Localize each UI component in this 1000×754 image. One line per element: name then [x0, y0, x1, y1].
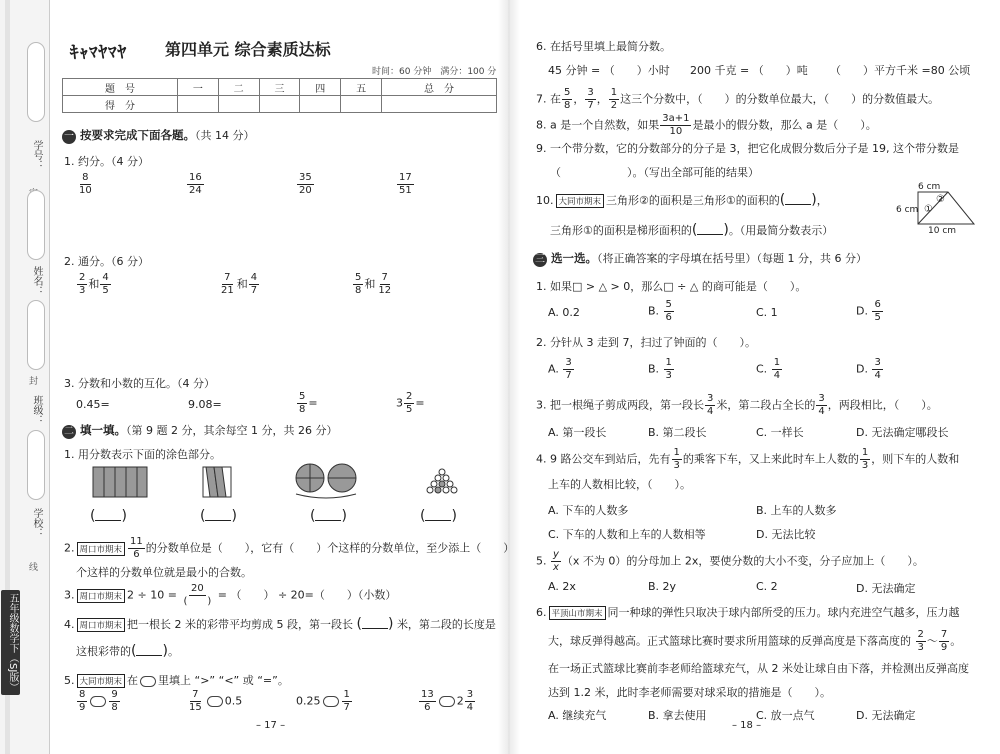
c2-opt-d[interactable]: D. $\frac{3}{4}$ — [856, 357, 881, 381]
fraction-35-20: $\frac{35}{20}$ — [299, 172, 312, 196]
c5-opt-d[interactable]: D. 无法确定 — [856, 582, 916, 595]
fraction-8-10: $\frac{8}{10}$ — [79, 172, 92, 196]
score-cell[interactable] — [381, 96, 496, 113]
compare-1: $\frac{8}{9}$ $\frac{9}{8}$ — [79, 689, 118, 713]
c1-opt-a[interactable]: A. 0.2 — [548, 306, 580, 319]
answer-blank[interactable]: ( ) — [310, 508, 347, 524]
section-number: 一 — [64, 131, 74, 142]
c3-opt-b[interactable]: B. 第二段长 — [648, 426, 707, 439]
fig-bottom-label: 10 cm — [928, 226, 957, 236]
score-header-cell: 五 — [341, 79, 382, 96]
c5-opt-a[interactable]: A. 2x — [548, 580, 576, 593]
dot-triangle-figure — [420, 468, 464, 498]
r-q6-b: 200 千克 = （ ）吨 — [690, 64, 808, 77]
c6-opt-c[interactable]: C. 放一点气 — [756, 709, 815, 722]
section-3-heading — [533, 250, 867, 267]
compare-oval[interactable] — [323, 696, 339, 707]
pair-7-21-4-7: $\frac{7}{21}$ 和 $\frac{4}{7}$ — [221, 272, 258, 296]
answer-blank[interactable]: ( ) — [420, 508, 457, 524]
s2-q2: 2. 周口市期末 $\frac{11}{6}$ 的分数单位是（ ），它有（ ）个这样的分数单位，至少添上（ ） — [64, 536, 515, 560]
s2-q5: 5. 大同市期末 在 里填上 “>” “<” 或 “=”。 — [64, 674, 289, 687]
r-q8: 8. a 是一个自然数，如果 $\frac{3a+1}{10}$ 是最小的假分数，那么 a 是（ ）。 — [536, 113, 877, 137]
s2-q3: 3. 周口市期末 2 ÷ 10 = $\frac{20}{( )}$ = （ ） ÷ 20=（ ）（小数） — [64, 583, 397, 607]
convert-3-2-5: 3 $\frac{2}{5}$ = — [396, 391, 425, 415]
fig-left-label: 6 cm — [896, 205, 919, 215]
c1-opt-b[interactable]: B. $\frac{5}{6}$ — [648, 299, 672, 323]
c1-opt-c[interactable]: C. 1 — [756, 306, 778, 319]
s2-q1-label: 1. 用分数表示下面的涂色部分。 — [64, 448, 221, 461]
seal-mark: 线 — [29, 563, 39, 573]
c1-question: 1. 如果□ > △ > 0，那么□ ÷ △ 的商可能是（ ）。 — [536, 280, 807, 293]
s2-q4-line2: 这根彩带的( )。 — [76, 643, 179, 659]
page-title: 第四单元 综合素质达标 — [165, 40, 331, 59]
fig-region-1: ① — [924, 204, 933, 215]
r-q10-line2: 三角形①的面积是梯形面积的( )。（用最简分数表示） — [550, 222, 834, 238]
r-q9-line2: （ ）。（写出全部可能的结果） — [550, 166, 759, 179]
fig-region-2: ② — [936, 194, 945, 205]
score-header-cell: 总 分 — [381, 79, 496, 96]
r-q7: 7. 在 $\frac{5}{8}$ ， $\frac{3}{7}$ ， $\frac{1}{2}$ 这三个分数中，（ ）的分数单位最大，（ ）的分数值最大。 — [536, 87, 940, 111]
c1-opt-d[interactable]: D. $\frac{6}{5}$ — [856, 299, 881, 323]
answer-blank[interactable]: ( ) — [200, 508, 237, 524]
answer-blank[interactable]: ( ) — [90, 508, 127, 524]
school-label: 学校： — [31, 508, 42, 538]
score-header-cell: 二 — [218, 79, 259, 96]
r-q6-a: 45 分钟 = （ ）小时 — [548, 64, 670, 77]
c6-line4: 达到 1.2 米，此时李老师需要对球采取的措施是（ ）。 — [548, 686, 831, 699]
c3-opt-d[interactable]: D. 无法确定哪段长 — [856, 426, 949, 439]
score-cell[interactable] — [259, 96, 300, 113]
time-score-info: 时间：60 分钟 满分：100 分 — [372, 67, 497, 77]
class-label: 班级： — [31, 395, 42, 425]
convert-045: 0.45= — [76, 398, 110, 411]
score-header-cell: 四 — [300, 79, 341, 96]
c6-opt-d[interactable]: D. 无法确定 — [856, 709, 916, 722]
c4-opt-c[interactable]: C. 下车的人数和上车的人数相等 — [548, 528, 706, 541]
section-score: （第 9 题 2 分，其余每空 1 分，共 26 分） — [126, 424, 338, 437]
r-q9: 9. 一个带分数，它的分数部分的分子是 3，把它化成假分数后分子是 19, 这个带分数是 — [536, 142, 959, 155]
school-box — [27, 430, 45, 500]
section-title: 选一选。 — [551, 251, 597, 265]
page-number-left: – 17 – — [256, 720, 286, 731]
score-header-cell: 三 — [259, 79, 300, 96]
r-q6-label: 6. 在括号里填上最简分数。 — [536, 40, 671, 53]
c5-opt-c[interactable]: C. 2 — [756, 580, 778, 593]
score-table — [62, 78, 497, 113]
c4-question: 4. 9 路公交车到站后，先有 $\frac{1}{3}$ 的乘客下车，又上来此时车上人数的 $\frac{1}{3}$ ，则下车的人数和 — [536, 447, 960, 471]
name-box — [27, 190, 45, 260]
class-box — [27, 300, 45, 370]
section-title: 填一填。 — [80, 423, 126, 437]
score-cell[interactable] — [218, 96, 259, 113]
compare-3: 0.25 $\frac{1}{7}$ — [296, 689, 350, 713]
score-cell[interactable] — [177, 96, 218, 113]
c6-line2: 大，球反弹得越高。正式篮球比赛时要求所用篮球的反弹高度是下落高度的 $\frac{2}{3}$ ～ $\frac{7}{9}$ 。 — [548, 629, 962, 653]
score-row-label: 得 分 — [63, 96, 178, 113]
compare-oval[interactable] — [90, 696, 106, 707]
r-q6-c: （ ）平方千米 =80 公顷 — [830, 64, 971, 77]
page-number-right: – 18 – — [732, 720, 762, 731]
c4-line2: 上车的人数相比较，（ ）。 — [548, 478, 691, 491]
section-number: 三 — [535, 254, 545, 265]
c4-opt-a[interactable]: A. 下车的人数多 — [548, 504, 629, 517]
q3-label: 3. 分数和小数的互化。（4 分） — [64, 377, 215, 390]
fig-top-label: 6 cm — [918, 182, 941, 192]
q1-label: 1. 约分。（4 分） — [64, 155, 149, 168]
c6-question: 6. 平顶山市期末 同一种球的弹性只取决于球内部所受的压力。球内充进空气越多，压力越 — [536, 606, 960, 619]
c2-opt-b[interactable]: B. $\frac{1}{3}$ — [648, 357, 672, 381]
c2-opt-a[interactable]: A. $\frac{3}{7}$ — [548, 357, 572, 381]
compare-oval[interactable] — [207, 696, 223, 707]
compare-2: $\frac{7}{15}$ 0.5 — [189, 689, 243, 713]
score-header-cell: 题 号 — [63, 79, 178, 96]
c3-opt-a[interactable]: A. 第一段长 — [548, 426, 607, 439]
book-badge: 五年级数学下（SJ版） — [1, 590, 20, 695]
score-cell[interactable] — [341, 96, 382, 113]
score-cell[interactable] — [300, 96, 341, 113]
c5-opt-b[interactable]: B. 2y — [648, 580, 677, 593]
section-2-heading — [62, 422, 337, 439]
page-spine — [498, 0, 520, 754]
bar-figure — [92, 466, 148, 498]
c2-question: 2. 分针从 3 走到 7，扫过了钟面的（ ）。 — [536, 336, 756, 349]
circles-figure — [292, 460, 362, 500]
section-score: （共 14 分） — [195, 129, 255, 142]
score-header-cell: 一 — [177, 79, 218, 96]
student-id-label: 学号： — [31, 140, 42, 170]
section-title: 按要求完成下面各题。 — [80, 128, 195, 142]
seal-mark: 封 — [29, 377, 39, 387]
c2-opt-c[interactable]: C. $\frac{1}{4}$ — [756, 357, 781, 381]
pair-2-3-4-5: $\frac{2}{3}$ 和 $\frac{4}{5}$ — [79, 272, 109, 296]
c6-opt-b[interactable]: B. 拿去使用 — [648, 709, 707, 722]
convert-908: 9.08= — [188, 398, 222, 411]
brand-logo: ｷｬﾏﾔﾏﾔ — [70, 43, 127, 63]
s2-q4: 4. 周口市期末 把一根长 2 米的彩带平均剪成 5 段，第一段长 ( ) 米，第二段的长度是 — [64, 616, 496, 632]
name-label: 姓名： — [31, 266, 42, 296]
binding-sidebar — [0, 0, 50, 754]
c5-question: 5. $\frac{y}{x}$ （x 不为 0）的分母加上 2x，要使分数的大小不变，分子应加上（ ）。 — [536, 549, 924, 573]
q2-label: 2. 通分。（6 分） — [64, 255, 149, 268]
compare-oval[interactable] — [439, 696, 455, 707]
c4-opt-d[interactable]: D. 无法比较 — [756, 528, 816, 541]
fraction-17-51: $\frac{17}{51}$ — [399, 172, 412, 196]
pair-5-8-7-12: $\frac{5}{8}$ 和 $\frac{7}{12}$ — [355, 272, 392, 296]
c4-opt-b[interactable]: B. 上车的人数多 — [756, 504, 837, 517]
compare-4: $\frac{13}{6}$ 2 $\frac{3}{4}$ — [421, 689, 474, 713]
r-q10: 10. 大同市期末 三角形②的面积是三角形①的面积的( )， — [536, 192, 828, 208]
section-number: 二 — [64, 426, 74, 437]
c6-opt-a[interactable]: A. 继续充气 — [548, 709, 607, 722]
student-id-box — [27, 42, 45, 122]
fraction-16-24: $\frac{16}{24}$ — [189, 172, 202, 196]
section-1-heading — [62, 127, 255, 144]
parallelogram-figure — [202, 466, 232, 498]
section-score: （将正确答案的字母填在括号里）（每题 1 分，共 6 分） — [597, 252, 867, 265]
c3-question: 3. 把一根绳子剪成两段，第一段长 $\frac{3}{4}$ 米，第二段占全长的 $\frac{3}{4}$ ，两段相比，（ ）。 — [536, 393, 938, 417]
s2-q2-line2: 个这样的分数单位就是最小的合数。 — [76, 566, 252, 579]
c6-line3: 在一场正式篮球比赛前李老师给篮球充气，从 2 米处让球自由下落，并检测出反弹高度 — [548, 662, 969, 675]
c3-opt-c[interactable]: C. 一样长 — [756, 426, 804, 439]
convert-5-8: $\frac{5}{8}$ = — [299, 391, 318, 415]
